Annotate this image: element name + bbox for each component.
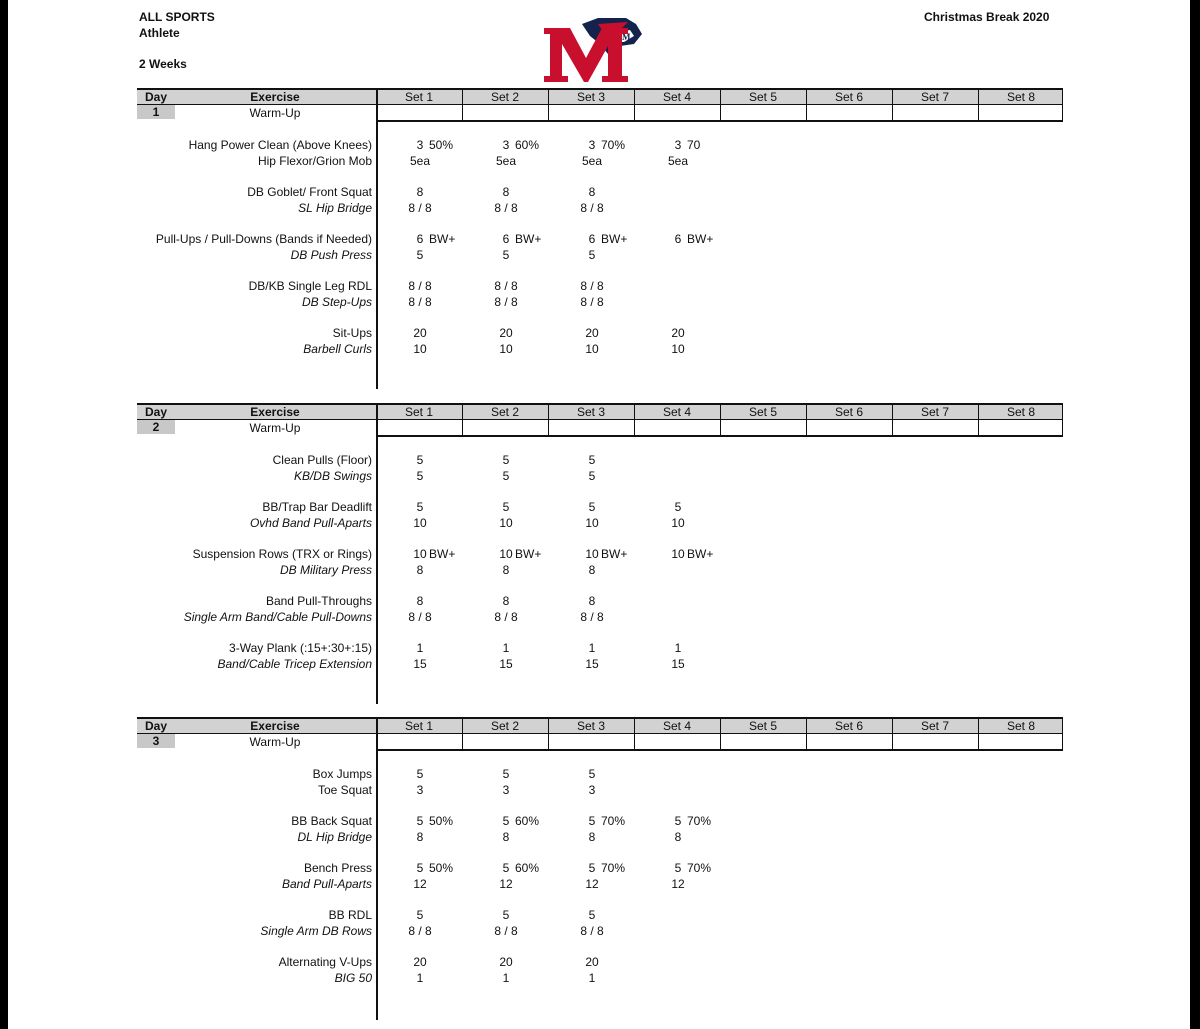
load-value: BW+ [601,232,628,246]
exercise-header: Exercise [250,405,300,419]
rep-value: 5 [502,908,510,922]
day-header: Day [145,90,168,104]
rep-value: 10 [585,516,599,530]
rep-value: 10 [413,342,427,356]
rep-value: 5 [588,908,596,922]
set-header-6: Set 6 [834,405,864,419]
set-header-4: Set 4 [662,719,692,733]
header-mid-rule [137,733,1062,734]
rep-value: 8 / 8 [580,295,604,309]
warmup-label: Warm-Up [249,421,301,435]
rep-value: 8 / 8 [580,924,604,938]
column-divider [720,403,721,437]
rep-value: 20 [499,955,513,969]
rep-value: 1 [416,641,424,655]
rep-value: 15 [585,657,599,671]
rep-value: 5 [502,767,510,781]
load-value: BW+ [429,232,456,246]
day-header: Day [145,405,168,419]
rep-value: 8 [588,185,596,199]
column-divider [1062,88,1063,122]
column-divider [720,88,721,122]
sport-label: ALL SPORTS [139,10,215,24]
rep-value: 8 / 8 [408,201,432,215]
load-value: 50% [429,861,454,875]
rep-value: 6 [502,232,510,246]
workout-sheet [8,0,1190,1029]
superset-exercise-name: Hip Flexor/Grion Mob [257,154,372,168]
rep-value: 3 [588,783,596,797]
rep-value: 5 [416,453,424,467]
rep-value: 5 [674,500,682,514]
column-divider [634,403,635,437]
column-divider [376,88,378,389]
rep-value: 5 [416,861,424,875]
load-value: 50% [429,138,454,152]
rep-value: 5 [416,814,424,828]
exercise-name: DB Goblet/ Front Squat [247,185,372,199]
rep-value: 8 [416,594,424,608]
exercise-name: 3-Way Plank (:15+:30+:15) [229,641,372,655]
rep-value: 3 [502,783,510,797]
exercise-name: Sit-Ups [332,326,372,340]
school-logo [538,14,650,88]
column-divider [978,403,979,437]
set-header-1: Set 1 [404,719,434,733]
rep-value: 8 / 8 [580,610,604,624]
set-header-3: Set 3 [576,719,606,733]
load-value: 50% [429,814,454,828]
rep-value: 5 [502,814,510,828]
rep-value: 3 [416,783,424,797]
program-title: Christmas Break 2020 [924,10,1050,24]
exercise-header: Exercise [250,90,300,104]
rep-value: 5 [588,814,596,828]
rep-value: 10 [585,342,599,356]
rep-value: 8 / 8 [408,924,432,938]
rep-value: 1 [502,971,510,985]
superset-exercise-name: Single Arm Band/Cable Pull-Downs [183,610,372,624]
superset-exercise-name: SL Hip Bridge [298,201,372,215]
set-header-3: Set 3 [576,90,606,104]
header-bottom-rule [376,749,1062,751]
rep-value: 5 [588,469,596,483]
rep-value: 10 [413,547,427,561]
superset-exercise-name: Single Arm DB Rows [260,924,372,938]
exercise-name: Clean Pulls (Floor) [272,453,372,467]
column-divider [376,717,378,1020]
load-value: 60% [515,861,540,875]
column-divider [548,88,549,122]
superset-exercise-name: DB Push Press [290,248,372,262]
set-header-6: Set 6 [834,90,864,104]
rep-value: 8 [588,563,596,577]
load-value: 70% [601,138,626,152]
day-number: 1 [137,105,175,119]
set-header-8: Set 8 [1006,405,1036,419]
rep-value: 5 [502,453,510,467]
rep-value: 5 [588,453,596,467]
rep-value: 10 [499,547,513,561]
load-value: 60% [515,138,540,152]
set-header-8: Set 8 [1006,90,1036,104]
superset-exercise-name: Band Pull-Aparts [281,877,372,891]
rep-value: 8 / 8 [494,924,518,938]
superset-exercise-name: Ovhd Band Pull-Aparts [249,516,372,530]
rep-value: 8 [502,830,510,844]
column-divider [806,88,807,122]
load-value: BW+ [601,547,628,561]
rep-value: 1 [674,641,682,655]
set-header-3: Set 3 [576,405,606,419]
load-value: 60% [515,814,540,828]
rep-value: 5ea [409,154,431,168]
rep-value: 12 [413,877,427,891]
rep-value: 8 / 8 [494,201,518,215]
rep-value: 15 [413,657,427,671]
rep-value: 8 / 8 [408,610,432,624]
superset-exercise-name: DB Step-Ups [301,295,372,309]
rep-value: 6 [674,232,682,246]
set-header-1: Set 1 [404,90,434,104]
rep-value: 10 [585,547,599,561]
rep-value: 20 [671,326,685,340]
rep-value: 8 [588,594,596,608]
exercise-name: Hang Power Clean (Above Knees) [188,138,372,152]
column-divider [462,403,463,437]
exercise-name: Alternating V-Ups [278,955,372,969]
superset-exercise-name: Band/Cable Tricep Extension [217,657,372,671]
rep-value: 8 / 8 [580,279,604,293]
set-header-2: Set 2 [490,90,520,104]
load-value: BW+ [687,547,714,561]
load-value: BW+ [429,547,456,561]
rep-value: 5 [502,500,510,514]
header-mid-rule [137,104,1062,105]
rep-value: 5 [416,500,424,514]
rep-value: 5 [502,469,510,483]
rep-value: 3 [502,138,510,152]
warmup-label: Warm-Up [249,106,301,120]
load-value: 70% [601,861,626,875]
column-divider [548,403,549,437]
column-divider [978,88,979,122]
rep-value: 15 [499,657,513,671]
column-divider [376,403,378,704]
exercise-header: Exercise [250,719,300,733]
rep-value: 10 [499,516,513,530]
rep-value: 10 [499,342,513,356]
rep-value: 5 [674,861,682,875]
rep-value: 12 [585,877,599,891]
header-bottom-rule [376,120,1062,122]
column-divider [1062,717,1063,751]
rep-value: 3 [416,138,424,152]
superset-exercise-name: DL Hip Bridge [297,830,372,844]
rep-value: 5 [588,861,596,875]
superset-exercise-name: KB/DB Swings [293,469,372,483]
column-divider [462,88,463,122]
rep-value: 8 [416,563,424,577]
rep-value: 8 [588,830,596,844]
rep-value: 12 [499,877,513,891]
rep-value: 10 [413,516,427,530]
rep-value: 1 [588,641,596,655]
rep-value: 1 [416,971,424,985]
column-divider [892,717,893,751]
set-header-7: Set 7 [920,405,950,419]
superset-exercise-name: BIG 50 [334,971,372,985]
rep-value: 12 [671,877,685,891]
rep-value: 8 / 8 [580,201,604,215]
rep-value: 8 [674,830,682,844]
set-header-2: Set 2 [490,405,520,419]
rep-value: 20 [413,326,427,340]
rep-value: 8 [502,563,510,577]
column-divider [1062,403,1063,437]
exercise-name: Band Pull-Throughs [265,594,372,608]
rep-value: 10 [671,516,685,530]
column-divider [978,717,979,751]
rep-value: 5 [416,248,424,262]
rep-value: 20 [585,326,599,340]
rep-value: 8 / 8 [408,295,432,309]
load-value: BW+ [515,547,542,561]
exercise-name: BB/Trap Bar Deadlift [262,500,372,514]
rep-value: 1 [502,641,510,655]
rep-value: 8 / 8 [494,295,518,309]
exercise-name: DB/KB Single Leg RDL [248,279,372,293]
rep-value: 6 [588,232,596,246]
column-divider [892,88,893,122]
set-header-6: Set 6 [834,719,864,733]
rep-value: 20 [413,955,427,969]
rep-value: 5 [588,767,596,781]
rep-value: 8 [502,594,510,608]
athlete-label: Athlete [139,26,180,40]
rep-value: 8 / 8 [494,610,518,624]
rep-value: 10 [671,547,685,561]
set-header-5: Set 5 [748,719,778,733]
svg-text:M: M [622,32,631,42]
rep-value: 5 [502,248,510,262]
load-value: 70% [687,861,712,875]
set-header-1: Set 1 [404,405,434,419]
exercise-name: Suspension Rows (TRX or Rings) [192,547,372,561]
rep-value: 5 [502,861,510,875]
exercise-name: BB Back Squat [291,814,372,828]
rep-value: 20 [499,326,513,340]
rep-value: 5 [416,767,424,781]
set-header-4: Set 4 [662,405,692,419]
column-divider [462,717,463,751]
rep-value: 5 [588,248,596,262]
rep-value: 5ea [581,154,603,168]
exercise-name: Pull-Ups / Pull-Downs (Bands if Needed) [155,232,372,246]
rep-value: 8 / 8 [408,279,432,293]
set-header-7: Set 7 [920,719,950,733]
header-mid-rule [137,419,1062,420]
exercise-name: BB RDL [328,908,372,922]
header-bottom-rule [376,435,1062,437]
day-number: 3 [137,734,175,748]
rep-value: 10 [671,342,685,356]
rep-value: 15 [671,657,685,671]
rep-value: 20 [585,955,599,969]
rep-value: 8 [416,830,424,844]
rep-value: 8 [502,185,510,199]
rep-value: 6 [416,232,424,246]
rep-value: 5 [588,500,596,514]
rep-value: 3 [588,138,596,152]
set-header-8: Set 8 [1006,719,1036,733]
superset-exercise-name: Toe Squat [317,783,372,797]
warmup-label: Warm-Up [249,735,301,749]
set-header-4: Set 4 [662,90,692,104]
column-divider [892,403,893,437]
rep-value: 8 / 8 [494,279,518,293]
column-divider [548,717,549,751]
rep-value: 8 [416,185,424,199]
column-divider [806,717,807,751]
rep-value: 5 [674,814,682,828]
load-value: 70% [687,814,712,828]
exercise-name: Bench Press [303,861,372,875]
load-value: BW+ [687,232,714,246]
rep-value: 5ea [495,154,517,168]
load-value: BW+ [515,232,542,246]
rep-value: 5ea [667,154,689,168]
set-header-5: Set 5 [748,90,778,104]
load-value: 70% [601,814,626,828]
superset-exercise-name: DB Military Press [279,563,372,577]
set-header-7: Set 7 [920,90,950,104]
set-header-2: Set 2 [490,719,520,733]
column-divider [634,717,635,751]
load-value: 70 [687,138,701,152]
day-number: 2 [137,420,175,434]
rep-value: 3 [674,138,682,152]
day-header: Day [145,719,168,733]
set-header-5: Set 5 [748,405,778,419]
superset-exercise-name: Barbell Curls [303,342,372,356]
rep-value: 1 [588,971,596,985]
exercise-name: Box Jumps [312,767,372,781]
column-divider [720,717,721,751]
column-divider [634,88,635,122]
duration-label: 2 Weeks [139,57,187,71]
column-divider [806,403,807,437]
rep-value: 5 [416,469,424,483]
rep-value: 5 [416,908,424,922]
